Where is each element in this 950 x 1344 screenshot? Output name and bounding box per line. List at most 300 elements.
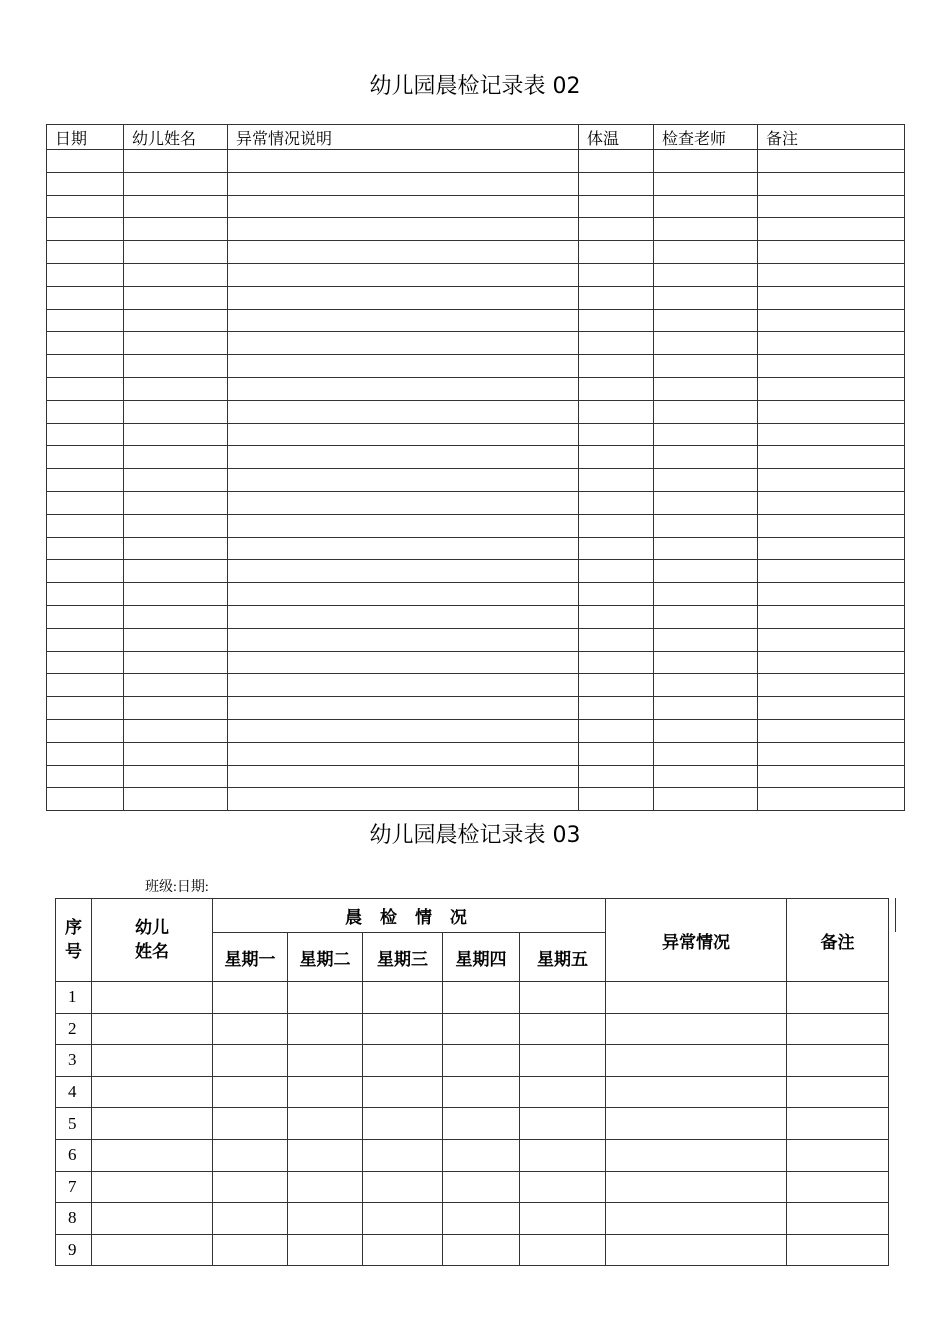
table-cell[interactable] xyxy=(654,172,758,195)
table-cell[interactable] xyxy=(758,446,905,469)
table03-edge-line xyxy=(895,898,896,932)
table-cell[interactable] xyxy=(124,377,228,400)
table-cell[interactable] xyxy=(47,172,124,195)
table-cell[interactable] xyxy=(47,765,124,788)
table-cell[interactable] xyxy=(47,286,124,309)
table-cell[interactable] xyxy=(213,1013,288,1045)
table-cell[interactable] xyxy=(579,605,654,628)
table-cell[interactable] xyxy=(654,514,758,537)
table-cell[interactable] xyxy=(228,651,579,674)
table-row xyxy=(47,514,905,537)
table-cell[interactable] xyxy=(758,605,905,628)
table-cell[interactable] xyxy=(520,1234,606,1266)
table-cell[interactable] xyxy=(654,788,758,811)
table-cell[interactable] xyxy=(606,1139,787,1171)
table-cell[interactable] xyxy=(787,1013,889,1045)
header-seq-text: 序号 xyxy=(65,918,82,962)
table02-title: 幼儿园晨检记录表 02 xyxy=(369,74,581,99)
table-cell[interactable] xyxy=(363,982,443,1014)
table-row xyxy=(47,628,905,651)
table-cell[interactable] xyxy=(124,241,228,264)
table-cell[interactable] xyxy=(363,1234,443,1266)
table-cell[interactable] xyxy=(228,583,579,606)
table-cell[interactable] xyxy=(363,1171,443,1203)
table-cell[interactable] xyxy=(606,1076,787,1108)
table-cell[interactable] xyxy=(47,309,124,332)
table-cell[interactable] xyxy=(520,1171,606,1203)
table-cell[interactable] xyxy=(228,332,579,355)
table-row xyxy=(47,674,905,697)
table-cell[interactable] xyxy=(47,400,124,423)
table-cell[interactable] xyxy=(47,218,124,241)
table-cell[interactable] xyxy=(228,241,579,264)
table-row xyxy=(47,742,905,765)
table-cell[interactable] xyxy=(443,1108,520,1140)
header-tuesday: 星期二 xyxy=(288,933,363,982)
header-remarks: 备注 xyxy=(758,125,905,150)
table-cell[interactable] xyxy=(47,537,124,560)
table-cell[interactable] xyxy=(288,1203,363,1235)
table-row xyxy=(47,446,905,469)
table-row xyxy=(47,241,905,264)
row-number: 8 xyxy=(56,1203,92,1235)
table-row xyxy=(56,1076,889,1108)
table-cell[interactable] xyxy=(92,1203,213,1235)
table-cell[interactable] xyxy=(124,697,228,720)
table-cell[interactable] xyxy=(579,469,654,492)
table-cell[interactable] xyxy=(228,628,579,651)
table-cell[interactable] xyxy=(228,377,579,400)
table-cell[interactable] xyxy=(758,651,905,674)
table-cell[interactable] xyxy=(228,195,579,218)
header-child-name: 幼儿姓名 xyxy=(124,125,228,150)
table-cell[interactable] xyxy=(124,514,228,537)
table-cell[interactable] xyxy=(654,423,758,446)
table-cell[interactable] xyxy=(363,1013,443,1045)
header-checking-teacher: 检查老师 xyxy=(654,125,758,150)
table-cell[interactable] xyxy=(92,1171,213,1203)
table-cell[interactable] xyxy=(520,1139,606,1171)
table-cell[interactable] xyxy=(443,1139,520,1171)
table-cell[interactable] xyxy=(443,1171,520,1203)
table-cell[interactable] xyxy=(288,1108,363,1140)
table-cell[interactable] xyxy=(579,628,654,651)
table-cell[interactable] xyxy=(363,1139,443,1171)
table-cell[interactable] xyxy=(579,537,654,560)
table-cell[interactable] xyxy=(654,742,758,765)
table-cell[interactable] xyxy=(213,982,288,1014)
table-cell[interactable] xyxy=(228,469,579,492)
table-cell[interactable] xyxy=(579,172,654,195)
table-cell[interactable] xyxy=(606,1108,787,1140)
table-cell[interactable] xyxy=(579,241,654,264)
table-cell[interactable] xyxy=(654,560,758,583)
table-row xyxy=(56,1108,889,1140)
table-cell[interactable] xyxy=(579,674,654,697)
table-cell[interactable] xyxy=(124,719,228,742)
table-cell[interactable] xyxy=(758,719,905,742)
table-row xyxy=(47,537,905,560)
table-row xyxy=(47,423,905,446)
table-row xyxy=(47,377,905,400)
table-cell[interactable] xyxy=(47,697,124,720)
table-row xyxy=(47,309,905,332)
table-cell[interactable] xyxy=(579,651,654,674)
table-cell[interactable] xyxy=(579,446,654,469)
table-cell[interactable] xyxy=(787,1139,889,1171)
table-cell[interactable] xyxy=(124,150,228,173)
table-cell[interactable] xyxy=(654,286,758,309)
table-cell[interactable] xyxy=(92,1139,213,1171)
table-cell[interactable] xyxy=(288,1171,363,1203)
table-cell[interactable] xyxy=(579,218,654,241)
table-cell[interactable] xyxy=(124,400,228,423)
table-cell[interactable] xyxy=(654,241,758,264)
table-cell[interactable] xyxy=(520,1203,606,1235)
table-cell[interactable] xyxy=(758,195,905,218)
table-cell[interactable] xyxy=(124,560,228,583)
table-cell[interactable] xyxy=(787,1234,889,1266)
table-cell[interactable] xyxy=(124,309,228,332)
table-cell[interactable] xyxy=(606,1234,787,1266)
table-cell[interactable] xyxy=(654,537,758,560)
table-cell[interactable] xyxy=(758,263,905,286)
table-cell[interactable] xyxy=(579,286,654,309)
table-cell[interactable] xyxy=(124,537,228,560)
table-cell[interactable] xyxy=(228,788,579,811)
table-cell[interactable] xyxy=(124,446,228,469)
table-row xyxy=(47,697,905,720)
table-cell[interactable] xyxy=(758,150,905,173)
table02-header-row xyxy=(47,125,905,150)
table-cell[interactable] xyxy=(606,982,787,1014)
table-cell[interactable] xyxy=(124,491,228,514)
table-cell[interactable] xyxy=(579,263,654,286)
table-row xyxy=(56,1139,889,1171)
table-cell[interactable] xyxy=(654,195,758,218)
table-cell[interactable] xyxy=(654,674,758,697)
table-cell[interactable] xyxy=(228,423,579,446)
table-cell[interactable] xyxy=(579,400,654,423)
table-cell[interactable] xyxy=(758,788,905,811)
table-cell[interactable] xyxy=(654,491,758,514)
table-cell[interactable] xyxy=(443,1045,520,1077)
table-cell[interactable] xyxy=(606,1203,787,1235)
table-cell[interactable] xyxy=(288,1139,363,1171)
table-row xyxy=(47,286,905,309)
row-number: 1 xyxy=(56,982,92,1014)
table-cell[interactable] xyxy=(228,560,579,583)
table-cell[interactable] xyxy=(124,195,228,218)
table-cell[interactable] xyxy=(654,150,758,173)
table-cell[interactable] xyxy=(579,765,654,788)
table-cell[interactable] xyxy=(47,674,124,697)
table-cell[interactable] xyxy=(606,1013,787,1045)
table-cell[interactable] xyxy=(520,982,606,1014)
table-cell[interactable] xyxy=(47,446,124,469)
table-cell[interactable] xyxy=(654,377,758,400)
table-cell[interactable] xyxy=(654,332,758,355)
table-row xyxy=(47,491,905,514)
table-cell[interactable] xyxy=(654,263,758,286)
table-cell[interactable] xyxy=(654,583,758,606)
table-cell[interactable] xyxy=(124,218,228,241)
table-cell[interactable] xyxy=(606,1045,787,1077)
table-cell[interactable] xyxy=(758,218,905,241)
table-cell[interactable] xyxy=(228,263,579,286)
table-cell[interactable] xyxy=(758,674,905,697)
table-cell[interactable] xyxy=(520,1108,606,1140)
table-cell[interactable] xyxy=(47,605,124,628)
table-row xyxy=(47,605,905,628)
table-cell[interactable] xyxy=(213,1234,288,1266)
table-cell[interactable] xyxy=(213,1203,288,1235)
table-row xyxy=(47,651,905,674)
table-cell[interactable] xyxy=(363,1076,443,1108)
table-cell[interactable] xyxy=(228,491,579,514)
table-cell[interactable] xyxy=(92,1076,213,1108)
table-cell[interactable] xyxy=(228,355,579,378)
table-cell[interactable] xyxy=(124,286,228,309)
table-cell[interactable] xyxy=(47,560,124,583)
table-cell[interactable] xyxy=(124,628,228,651)
table-cell[interactable] xyxy=(758,332,905,355)
table-cell[interactable] xyxy=(124,172,228,195)
table-cell[interactable] xyxy=(579,377,654,400)
row-number: 3 xyxy=(56,1045,92,1077)
header-monday: 星期一 xyxy=(213,933,288,982)
table-cell[interactable] xyxy=(758,400,905,423)
table-cell[interactable] xyxy=(228,218,579,241)
table-cell[interactable] xyxy=(758,628,905,651)
header-friday: 星期五 xyxy=(520,933,606,982)
table-cell[interactable] xyxy=(579,514,654,537)
table-cell[interactable] xyxy=(579,719,654,742)
table-cell[interactable] xyxy=(213,1108,288,1140)
table-cell[interactable] xyxy=(213,1076,288,1108)
table-cell[interactable] xyxy=(606,1171,787,1203)
table-cell[interactable] xyxy=(520,1045,606,1077)
table-cell[interactable] xyxy=(363,1108,443,1140)
table-cell[interactable] xyxy=(579,491,654,514)
table-cell[interactable] xyxy=(520,1076,606,1108)
table-row xyxy=(47,560,905,583)
table-cell[interactable] xyxy=(579,583,654,606)
table-cell[interactable] xyxy=(288,1234,363,1266)
table-cell[interactable] xyxy=(213,1171,288,1203)
table-cell[interactable] xyxy=(47,628,124,651)
table-cell[interactable] xyxy=(288,1045,363,1077)
table-cell[interactable] xyxy=(124,423,228,446)
table-cell[interactable] xyxy=(47,423,124,446)
header-thursday: 星期四 xyxy=(443,933,520,982)
table-cell[interactable] xyxy=(579,355,654,378)
table-cell[interactable] xyxy=(654,218,758,241)
table-row xyxy=(47,788,905,811)
table-cell[interactable] xyxy=(758,377,905,400)
table-cell[interactable] xyxy=(654,651,758,674)
table-row xyxy=(47,218,905,241)
table-cell[interactable] xyxy=(654,446,758,469)
table-cell[interactable] xyxy=(47,788,124,811)
table-cell[interactable] xyxy=(443,1203,520,1235)
table-cell[interactable] xyxy=(787,1203,889,1235)
table-cell[interactable] xyxy=(124,674,228,697)
table-cell[interactable] xyxy=(579,742,654,765)
table-cell[interactable] xyxy=(47,719,124,742)
table-cell[interactable] xyxy=(654,469,758,492)
table-cell[interactable] xyxy=(520,1013,606,1045)
header-abnormal: 异常情况 xyxy=(606,899,787,982)
table-cell[interactable] xyxy=(579,150,654,173)
table-cell[interactable] xyxy=(92,1013,213,1045)
table-cell[interactable] xyxy=(124,355,228,378)
table-cell[interactable] xyxy=(228,286,579,309)
row-number: 9 xyxy=(56,1234,92,1266)
table-cell[interactable] xyxy=(787,1045,889,1077)
table-cell[interactable] xyxy=(124,788,228,811)
table-row xyxy=(56,1045,889,1077)
table-row xyxy=(47,172,905,195)
table-cell[interactable] xyxy=(654,765,758,788)
table-cell[interactable] xyxy=(228,697,579,720)
table-cell[interactable] xyxy=(92,982,213,1014)
table-cell[interactable] xyxy=(228,674,579,697)
table-cell[interactable] xyxy=(288,1076,363,1108)
table-cell[interactable] xyxy=(47,742,124,765)
table-cell[interactable] xyxy=(124,583,228,606)
row-number: 5 xyxy=(56,1108,92,1140)
table-cell[interactable] xyxy=(579,788,654,811)
table-cell[interactable] xyxy=(124,469,228,492)
table-cell[interactable] xyxy=(363,1203,443,1235)
table-cell[interactable] xyxy=(228,172,579,195)
table-cell[interactable] xyxy=(228,514,579,537)
table-cell[interactable] xyxy=(443,1234,520,1266)
table-cell[interactable] xyxy=(654,400,758,423)
table-cell[interactable] xyxy=(758,560,905,583)
table-cell[interactable] xyxy=(579,560,654,583)
table-cell[interactable] xyxy=(228,400,579,423)
table-cell[interactable] xyxy=(228,742,579,765)
row-number: 4 xyxy=(56,1076,92,1108)
table-cell[interactable] xyxy=(124,742,228,765)
table-cell[interactable] xyxy=(92,1045,213,1077)
table-cell[interactable] xyxy=(758,583,905,606)
table-cell[interactable] xyxy=(443,982,520,1014)
table-cell[interactable] xyxy=(758,537,905,560)
table-row xyxy=(47,765,905,788)
row-number: 7 xyxy=(56,1171,92,1203)
table-cell[interactable] xyxy=(758,765,905,788)
table-cell[interactable] xyxy=(47,583,124,606)
table-cell[interactable] xyxy=(228,765,579,788)
table-row xyxy=(47,719,905,742)
table-cell[interactable] xyxy=(47,195,124,218)
table-cell[interactable] xyxy=(579,195,654,218)
table-cell[interactable] xyxy=(654,309,758,332)
table-cell[interactable] xyxy=(92,1234,213,1266)
table-cell[interactable] xyxy=(579,697,654,720)
table-cell[interactable] xyxy=(124,263,228,286)
table-cell[interactable] xyxy=(92,1108,213,1140)
table-cell[interactable] xyxy=(213,1139,288,1171)
header-remarks: 备注 xyxy=(787,899,889,982)
table-cell[interactable] xyxy=(124,765,228,788)
table-cell[interactable] xyxy=(443,1013,520,1045)
table-cell[interactable] xyxy=(758,241,905,264)
table-row xyxy=(47,150,905,173)
table-cell[interactable] xyxy=(758,742,905,765)
table-row xyxy=(47,355,905,378)
table-cell[interactable] xyxy=(787,982,889,1014)
table-row xyxy=(47,583,905,606)
table-cell[interactable] xyxy=(579,309,654,332)
table-cell[interactable] xyxy=(228,446,579,469)
table-cell[interactable] xyxy=(758,491,905,514)
table-cell[interactable] xyxy=(758,514,905,537)
table-cell[interactable] xyxy=(47,263,124,286)
table-cell[interactable] xyxy=(47,150,124,173)
header-wednesday: 星期三 xyxy=(363,933,443,982)
table-cell[interactable] xyxy=(654,355,758,378)
table-cell[interactable] xyxy=(124,332,228,355)
table-cell[interactable] xyxy=(47,332,124,355)
table-row xyxy=(56,1203,889,1235)
table-cell[interactable] xyxy=(758,469,905,492)
table-cell[interactable] xyxy=(228,537,579,560)
table-cell[interactable] xyxy=(579,423,654,446)
table-cell[interactable] xyxy=(228,309,579,332)
table-cell[interactable] xyxy=(579,332,654,355)
table-cell[interactable] xyxy=(47,377,124,400)
table-cell[interactable] xyxy=(228,719,579,742)
table-cell[interactable] xyxy=(228,150,579,173)
table-cell[interactable] xyxy=(758,309,905,332)
header-name-text: 幼儿姓名 xyxy=(135,918,169,962)
table-cell[interactable] xyxy=(654,628,758,651)
table-cell[interactable] xyxy=(758,286,905,309)
table-cell[interactable] xyxy=(758,423,905,446)
table-cell[interactable] xyxy=(787,1108,889,1140)
table-cell[interactable] xyxy=(47,355,124,378)
table-cell[interactable] xyxy=(124,651,228,674)
table-cell[interactable] xyxy=(758,172,905,195)
morning-check-table-03 xyxy=(55,898,889,1266)
table-cell[interactable] xyxy=(47,491,124,514)
table-cell[interactable] xyxy=(363,1045,443,1077)
table-cell[interactable] xyxy=(124,605,228,628)
table-cell[interactable] xyxy=(654,719,758,742)
table-cell[interactable] xyxy=(47,651,124,674)
table-cell[interactable] xyxy=(787,1171,889,1203)
table-cell[interactable] xyxy=(213,1045,288,1077)
table-row xyxy=(47,469,905,492)
table-cell[interactable] xyxy=(758,355,905,378)
table-cell[interactable] xyxy=(47,241,124,264)
table-cell[interactable] xyxy=(228,605,579,628)
table-cell[interactable] xyxy=(758,697,905,720)
table-cell[interactable] xyxy=(787,1076,889,1108)
table-cell[interactable] xyxy=(443,1076,520,1108)
table-cell[interactable] xyxy=(654,605,758,628)
table-cell[interactable] xyxy=(47,514,124,537)
morning-check-table-02 xyxy=(46,124,905,811)
table-cell[interactable] xyxy=(654,697,758,720)
table-cell[interactable] xyxy=(288,1013,363,1045)
table-cell[interactable] xyxy=(288,982,363,1014)
table-cell[interactable] xyxy=(47,469,124,492)
